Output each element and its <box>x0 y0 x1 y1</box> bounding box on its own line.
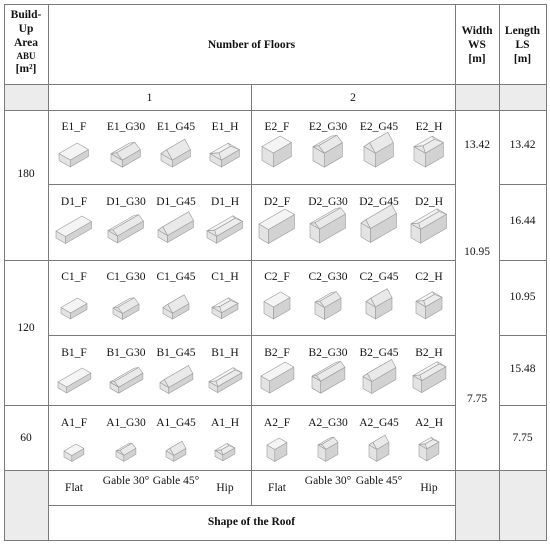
building-icon-b1_h <box>208 365 243 394</box>
building-code-d1_f: D1_F <box>60 196 88 208</box>
building-code-c2_g45: C2_G45 <box>359 271 399 283</box>
building-icon-a2_g30 <box>317 434 339 462</box>
building-icon-b1_g45 <box>159 362 194 395</box>
width-value-dc: 10.95 <box>464 246 490 258</box>
building-code-b2_h: B2_H <box>415 347 443 359</box>
building-icon-e1_f <box>58 142 89 168</box>
length-header: Length LS [m] <box>504 25 541 65</box>
building-code-d1_h: D1_H <box>210 196 240 208</box>
shade-width-subheader <box>455 84 499 110</box>
building-code-e2_f: E2_F <box>264 121 290 133</box>
roof-type-2-gable30: Gable 30° <box>304 475 352 487</box>
building-icon-e1_g30 <box>110 138 141 168</box>
roof-type-2-gable45: Gable 45° <box>355 475 403 487</box>
shade-length-subheader <box>499 84 546 110</box>
building-icon-c1_f <box>60 297 88 320</box>
building-icon-c2_g30 <box>314 288 342 321</box>
length-value-b: 15.48 <box>509 363 536 375</box>
building-icon-b2_h <box>412 359 447 394</box>
roof-type-2-flat: Flat <box>268 482 286 494</box>
building-code-d1_g30: D1_G30 <box>106 196 146 208</box>
building-icon-d2_f <box>258 208 296 245</box>
rule-right <box>546 4 547 541</box>
building-icon-d1_g30 <box>107 211 145 244</box>
building-code-b2_f: B2_F <box>264 347 290 359</box>
building-code-d1_g45: D1_G45 <box>156 196 196 208</box>
building-icon-e1_h <box>209 140 240 168</box>
building-icon-e2_g30 <box>312 131 343 168</box>
building-icon-c2_h <box>415 289 443 320</box>
rule-180-120 <box>4 260 455 261</box>
building-code-b1_h: B1_H <box>211 347 239 359</box>
area-value-120: 120 <box>17 322 35 334</box>
building-icon-b1_g30 <box>109 364 144 394</box>
rule-subheader-bottom <box>4 110 546 111</box>
building-icon-a1_h <box>214 441 236 462</box>
floor-one-label: 1 <box>146 92 153 104</box>
building-icon-e1_g45 <box>160 135 191 168</box>
building-icon-c1_g45 <box>162 291 190 320</box>
building-icon-d1_f <box>55 215 93 245</box>
shade-area-footer <box>4 470 48 540</box>
building-code-b1_g30: B1_G30 <box>106 347 146 359</box>
building-icon-a2_f <box>266 437 288 463</box>
building-icon-e2_g45 <box>363 128 394 168</box>
building-icon-c1_g30 <box>112 294 140 321</box>
building-code-a1_g45: A1_G45 <box>156 417 196 429</box>
building-icon-d1_g45 <box>157 208 195 244</box>
building-code-d2_g30: D2_G30 <box>308 196 348 208</box>
length-value-d: 16.44 <box>509 215 536 227</box>
building-icon-a1_g30 <box>115 440 137 462</box>
building-code-a2_g30: A2_G30 <box>308 417 348 429</box>
floor-two-label: 2 <box>350 92 356 104</box>
length-value-e: 13.42 <box>509 139 536 151</box>
building-code-e2_g30: E2_G30 <box>308 121 348 133</box>
building-code-c2_g30: C2_G30 <box>308 271 348 283</box>
building-code-c1_h: C1_H <box>211 271 239 283</box>
building-code-c1_g45: C1_G45 <box>156 271 196 283</box>
building-icon-a2_g45 <box>368 432 390 462</box>
building-code-a2_g45: A2_G45 <box>359 417 399 429</box>
rule-roof-caption <box>48 505 455 506</box>
floors-header: Number of Floors <box>207 39 296 51</box>
roof-type-1-gable30: Gable 30° <box>102 475 150 487</box>
rule-floor-split <box>251 84 252 505</box>
roof-caption: Shape of the Roof <box>207 516 296 528</box>
building-code-b1_g45: B1_G45 <box>156 347 196 359</box>
building-code-c1_g30: C1_G30 <box>106 271 146 283</box>
building-code-a1_f: A1_F <box>60 417 88 429</box>
rule-body-bottom <box>4 470 546 471</box>
building-code-e1_h: E1_H <box>211 121 239 133</box>
building-code-a2_f: A2_F <box>263 417 291 429</box>
building-code-c1_f: C1_F <box>61 271 87 283</box>
area-value-180: 180 <box>17 168 35 180</box>
building-code-d2_f: D2_F <box>263 196 291 208</box>
width-value-e: 13.42 <box>464 139 490 151</box>
building-code-e1_g45: E1_G45 <box>156 121 196 133</box>
building-code-d2_h: D2_H <box>414 196 444 208</box>
building-icon-d1_h <box>206 213 244 244</box>
building-icon-c2_f <box>263 291 291 320</box>
building-icon-c1_h <box>211 295 239 320</box>
building-icon-b2_f <box>260 361 295 394</box>
roof-type-1-hip: Hip <box>216 482 234 494</box>
building-code-b2_g30: B2_G30 <box>308 347 348 359</box>
width-value-ba: 7.75 <box>466 393 488 405</box>
building-icon-d2_g45 <box>360 201 398 244</box>
rule-left <box>4 4 5 541</box>
building-code-b2_g45: B2_G45 <box>359 347 399 359</box>
roof-type-1-flat: Flat <box>65 482 83 494</box>
building-icon-a1_g45 <box>165 438 187 462</box>
shade-width-footer <box>455 470 499 540</box>
building-code-d2_g45: D2_G45 <box>359 196 399 208</box>
building-code-e1_f: E1_F <box>61 121 87 133</box>
building-icon-d2_g30 <box>309 204 347 244</box>
rule-width-left <box>455 4 456 541</box>
rule-120-60 <box>4 405 455 406</box>
rule-bottom <box>4 540 546 541</box>
roof-type-1-gable45: Gable 45° <box>152 475 200 487</box>
building-icon-a2_h <box>418 435 440 462</box>
rule-length-left <box>499 4 500 541</box>
building-icon-d2_h <box>410 206 448 244</box>
building-code-b1_f: B1_F <box>61 347 87 359</box>
building-icon-a1_f <box>63 443 85 463</box>
width-header: Width WS [m] <box>461 25 493 65</box>
length-value-a: 7.75 <box>512 432 533 444</box>
rule-length-c-b <box>499 335 546 336</box>
rule-top <box>4 4 546 5</box>
shade-length-footer <box>499 470 546 540</box>
building-icon-b2_g45 <box>362 356 397 395</box>
building-code-a1_h: A1_H <box>210 417 240 429</box>
building-icon-c2_g45 <box>365 285 393 320</box>
roof-type-2-hip: Hip <box>420 482 438 494</box>
building-code-c2_h: C2_H <box>415 271 443 283</box>
building-icon-b2_g30 <box>311 358 346 394</box>
building-code-c2_f: C2_F <box>264 271 290 283</box>
area-header: Build- Up Area ABU [m²] <box>10 9 42 75</box>
building-code-a2_h: A2_H <box>414 417 444 429</box>
building-code-e2_h: E2_H <box>415 121 443 133</box>
rule-length-d-c <box>499 260 546 261</box>
rule-length-e-d <box>499 184 546 185</box>
building-icon-b1_f <box>57 367 92 394</box>
length-value-c: 10.95 <box>509 291 536 303</box>
shade-area-subheader <box>4 84 48 110</box>
area-value-60: 60 <box>20 432 32 444</box>
rule-subheader-top <box>4 84 546 85</box>
building-icon-e2_h <box>413 133 444 168</box>
rule-length-b-a <box>499 405 546 406</box>
building-code-a1_g30: A1_G30 <box>106 417 146 429</box>
building-code-e1_g30: E1_G30 <box>106 121 146 133</box>
building-code-e2_g45: E2_G45 <box>359 121 399 133</box>
building-icon-e2_f <box>261 135 292 168</box>
